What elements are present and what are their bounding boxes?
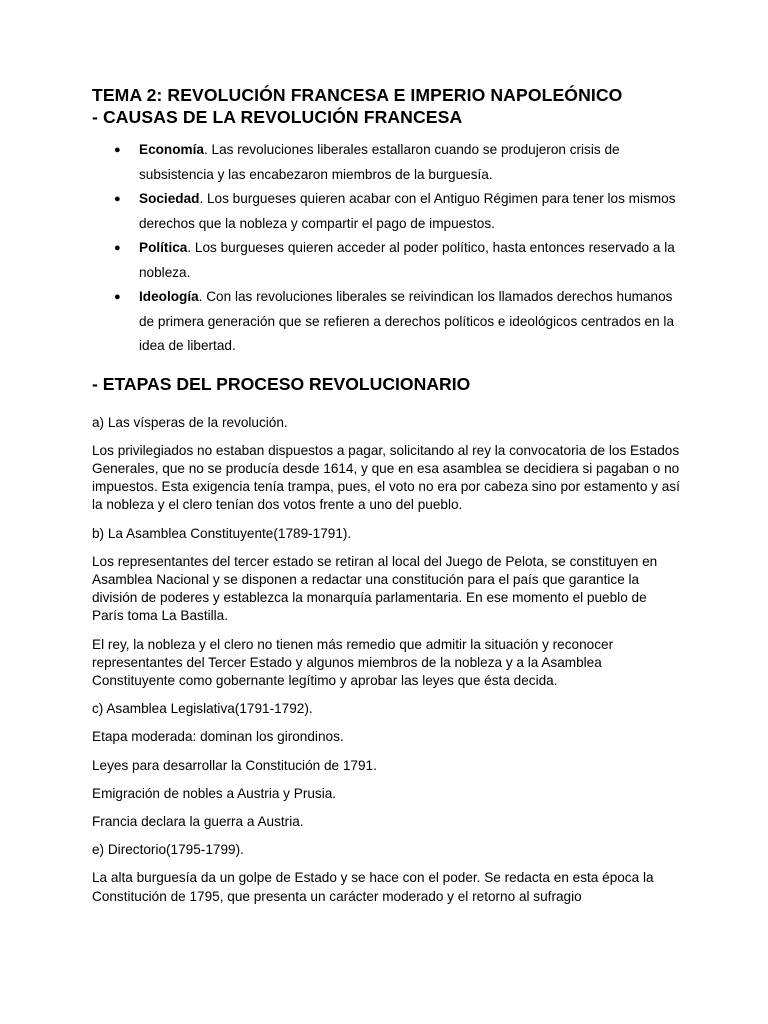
bullet-icon: ● <box>114 291 121 303</box>
cause-text: . Los burgueses quieren acceder al poder político, hasta entonces reservado a la nobleza. <box>139 240 675 280</box>
document-content <box>92 84 682 906</box>
subsection-heading-b: b) La Asamblea Constituyente(1789-1791). <box>92 525 352 541</box>
subsection-heading-c: c) Asamblea Legislativa(1791-1792). <box>92 701 313 717</box>
bullet-icon: ● <box>114 242 121 254</box>
paragraph: Leyes para desarrollar la Constitución de 1791. <box>92 757 377 773</box>
cause-text: . Los burgueses quieren acabar con el Antiguo Régimen para tener los mismos derechos que la nobleza y compartir el pago de impuestos. <box>139 191 676 231</box>
title-line-1: TEMA 2: REVOLUCIÓN FRANCESA E IMPERIO NAPOLEÓNICO <box>92 85 623 105</box>
paragraph: Etapa moderada: dominan los girondinos. <box>92 729 344 745</box>
cause-term: Economía <box>139 142 204 157</box>
document-title <box>92 84 682 128</box>
list-item <box>114 285 682 359</box>
cause-term: Ideología <box>139 289 199 304</box>
cause-text: . Las revoluciones liberales estallaron cuando se produjeron crisis de subsistencia y las encabezaron miembros de la burguesía. <box>139 142 620 182</box>
subsection-heading-a: a) Las vísperas de la revolución. <box>92 414 288 430</box>
list-item <box>114 236 682 285</box>
section-2-title: - ETAPAS DEL PROCESO REVOLUCIONARIO <box>92 373 471 394</box>
paragraph: Los privilegiados no estaban dispuestos a pagar, solicitando al rey la convocatoria de los Estados Generales, que no se producía desde 1614, y que en esa asamblea se decidiera si pagaban o no impuestos. Esta exigencia tenía trampa, pues, el voto no era por cabeza sino por estamento y así la nobleza y el clero tenían dos votos frente a uno del pueblo. <box>92 442 680 513</box>
subsection-heading-e: e) Directorio(1795-1799). <box>92 842 244 858</box>
paragraph: El rey, la nobleza y el clero no tienen más remedio que admitir la situación y reconocer representantes del Tercer Estado y algunos miembros de la nobleza y a la Asamblea Constituyente como gobernante legítimo y aprobar las leyes que ésta decida. <box>92 636 614 688</box>
paragraph: Los representantes del tercer estado se retiran al local del Juego de Pelota, se constituyen en Asamblea Nacional y se disponen a redactar una constitución para el país que garantice la división de poderes y establezca la monarquía parlamentaria. En ese momento el pueblo de París toma La Bastilla. <box>92 553 658 624</box>
list-item <box>114 138 682 187</box>
paragraph: La alta burguesía da un golpe de Estado y se hace con el poder. Se redacta en esta época la Constitución de 1795, que presenta un carácter moderado y el retorno al sufragio <box>92 870 654 904</box>
cause-term: Política <box>139 240 188 255</box>
cause-text: . Con las revoluciones liberales se reivindican los llamados derechos humanos de primera generación que se refieren a derechos políticos e ideológicos centrados en la idea de libertad. <box>139 289 675 353</box>
paragraph: Francia declara la guerra a Austria. <box>92 813 304 829</box>
causes-list <box>92 138 682 359</box>
section-1-title: - CAUSAS DE LA REVOLUCIÓN FRANCESA <box>92 107 463 127</box>
bullet-icon: ● <box>114 144 121 156</box>
bullet-icon: ● <box>114 193 121 205</box>
cause-term: Sociedad <box>139 191 200 206</box>
list-item <box>114 187 682 236</box>
paragraph: Emigración de nobles a Austria y Prusia. <box>92 785 337 801</box>
